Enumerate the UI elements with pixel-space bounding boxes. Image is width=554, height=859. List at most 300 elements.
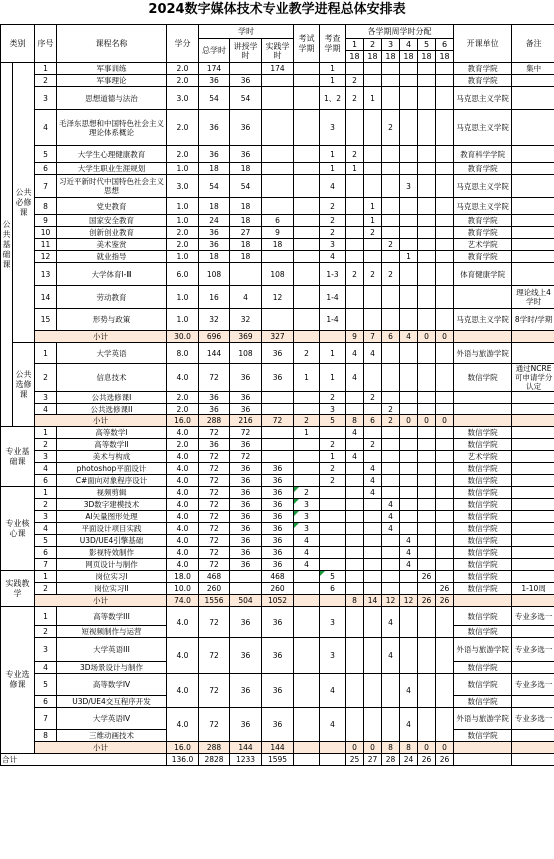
- cell-t6: [436, 392, 454, 404]
- cell-practice: 36: [262, 674, 294, 708]
- cell-credit: 4.0: [167, 535, 199, 547]
- dept-cell: 数信学院: [454, 427, 512, 439]
- cell-t6: [436, 439, 454, 451]
- header-dept: 开课单位: [454, 25, 512, 63]
- course-name: 高等数学II: [57, 439, 167, 451]
- course-name: 军事训练: [57, 63, 167, 75]
- cell-t1: [346, 392, 364, 404]
- dept-cell: 数信学院: [454, 696, 512, 708]
- cell-t3: [382, 392, 400, 404]
- cell-t1: 4: [346, 343, 364, 364]
- cell-total: 18: [199, 251, 230, 263]
- row-seq: 3: [35, 87, 57, 110]
- table-row: [1, 559, 554, 571]
- cell-total: 72: [199, 364, 230, 392]
- cell-practice: [262, 110, 294, 146]
- course-name: 公共选修课II: [57, 404, 167, 415]
- cell-check: 2: [320, 227, 346, 239]
- course-name: 高等数学IV: [57, 674, 167, 696]
- cell-t2: [364, 364, 382, 392]
- cell-t2: 4: [364, 343, 382, 364]
- schedule-body: [1, 63, 554, 766]
- dept-cell: [454, 404, 512, 415]
- cell-t3: 4: [382, 638, 400, 674]
- dept-cell: 教育科学学院: [454, 146, 512, 163]
- row-seq: 2: [35, 499, 57, 511]
- course-name: 毛泽东思想和中国特色社会主义理论体系概论: [57, 110, 167, 146]
- cell-exam: [294, 331, 320, 343]
- cell-t3: [382, 583, 400, 595]
- table-row: [1, 535, 554, 547]
- cell-t5: [418, 75, 436, 87]
- total-hours: 2828: [199, 754, 230, 766]
- cell-t2: [364, 251, 382, 263]
- cell-t1: 4: [346, 364, 364, 392]
- total-dept: [454, 754, 512, 766]
- cell-t1: [346, 175, 364, 198]
- cell-lecture: 36: [230, 487, 262, 499]
- cell-exam: 1: [294, 427, 320, 439]
- cell-t6: [436, 227, 454, 239]
- remark-cell: [512, 626, 554, 638]
- cell-total: 18: [199, 163, 230, 175]
- cell-t6: [436, 309, 454, 331]
- row-seq: 6: [35, 163, 57, 175]
- cell-practice: 468: [262, 571, 294, 583]
- header-weeks-6: 18: [436, 51, 454, 63]
- cell-lecture: 72: [230, 451, 262, 463]
- cell-exam: 3: [294, 499, 320, 511]
- cell-practice: [262, 427, 294, 439]
- cell-t2: [364, 75, 382, 87]
- dept-cell: 教育学院: [454, 163, 512, 175]
- subtotal-row: [1, 331, 554, 343]
- cell-lecture: 18: [230, 198, 262, 215]
- cell-t1: [346, 499, 364, 511]
- cell-credit: 4.0: [167, 607, 199, 638]
- cell-practice: 36: [262, 463, 294, 475]
- cell-t6: [436, 674, 454, 708]
- header-remark: 备注: [512, 25, 554, 63]
- cell-total: 36: [199, 146, 230, 163]
- dept-cell: 数信学院: [454, 511, 512, 523]
- cell-practice: 260: [262, 583, 294, 595]
- table-row: [1, 251, 554, 263]
- cell-t3: [382, 463, 400, 475]
- cell-credit: 4.0: [167, 547, 199, 559]
- cell-t1: [346, 227, 364, 239]
- cell-t3: [382, 451, 400, 463]
- cell-total: 32: [199, 309, 230, 331]
- cell-lecture: [230, 583, 262, 595]
- cell-t1: [346, 215, 364, 227]
- course-name: 大学生心理健康教育: [57, 146, 167, 163]
- cell-t3: [382, 535, 400, 547]
- dept-cell: 马克思主义学院: [454, 110, 512, 146]
- cell-exam: [294, 404, 320, 415]
- cell-t6: [436, 239, 454, 251]
- cell-t5: [418, 343, 436, 364]
- cell-lecture: 36: [230, 475, 262, 487]
- cell-lecture: 369: [230, 331, 262, 343]
- cell-lecture: [230, 571, 262, 583]
- table-row: [1, 571, 554, 583]
- cell-t6: [436, 63, 454, 75]
- row-seq: 2: [35, 364, 57, 392]
- cell-total: 288: [199, 415, 230, 427]
- dept-cell: 教育学院: [454, 215, 512, 227]
- cell-practice: 36: [262, 523, 294, 535]
- cell-credit: 74.0: [167, 595, 199, 607]
- cell-practice: [262, 451, 294, 463]
- cell-t1: [346, 439, 364, 451]
- cell-t5: [418, 404, 436, 415]
- cell-t1: [346, 511, 364, 523]
- course-name: 大学英语III: [57, 638, 167, 662]
- cell-credit: 4.0: [167, 559, 199, 571]
- course-name: 美术与构成: [57, 451, 167, 463]
- cell-t2: [364, 523, 382, 535]
- cell-t2: 2: [364, 263, 382, 286]
- cell-check: 3: [320, 239, 346, 251]
- table-row: [1, 75, 554, 87]
- cell-lecture: 108: [230, 343, 262, 364]
- cell-total: 72: [199, 451, 230, 463]
- header-weeks-1: 18: [346, 51, 364, 63]
- remark-cell: [512, 595, 554, 607]
- cell-total: 468: [199, 571, 230, 583]
- dept-cell: [454, 331, 512, 343]
- header-term-3: 3: [382, 39, 400, 51]
- cell-t5: [418, 674, 436, 708]
- remark-cell: [512, 451, 554, 463]
- cell-t6: [436, 463, 454, 475]
- cell-lecture: 36: [230, 535, 262, 547]
- cell-t4: [400, 63, 418, 75]
- cell-exam: [294, 742, 320, 754]
- cell-check: [320, 547, 346, 559]
- course-name: 公共选修课I: [57, 392, 167, 404]
- cell-t4: [400, 263, 418, 286]
- cell-check: 3: [320, 110, 346, 146]
- header-lecture-hours: 讲授学时: [230, 39, 262, 63]
- cell-credit: 2.0: [167, 146, 199, 163]
- cell-lecture: 36: [230, 146, 262, 163]
- cell-total: 72: [199, 523, 230, 535]
- cell-check: [320, 427, 346, 439]
- group-pub-elec: 公共选修课: [13, 343, 35, 427]
- cell-t2: [364, 638, 382, 674]
- cell-total: 72: [199, 475, 230, 487]
- cell-t2: [364, 175, 382, 198]
- cell-t5: [418, 239, 436, 251]
- cell-check: 1: [320, 343, 346, 364]
- cell-t6: [436, 607, 454, 638]
- cell-t1: [346, 239, 364, 251]
- remark-cell: [512, 404, 554, 415]
- remark-cell: [512, 331, 554, 343]
- cell-t2: [364, 427, 382, 439]
- row-seq: 1: [35, 571, 57, 583]
- cell-practice: 36: [262, 343, 294, 364]
- cell-t1: [346, 559, 364, 571]
- cell-credit: 1.0: [167, 251, 199, 263]
- cell-t6: [436, 487, 454, 499]
- cell-t6: [436, 343, 454, 364]
- header-check-term: 考查学期: [320, 25, 346, 63]
- row-seq: 2: [35, 626, 57, 638]
- cell-t1: 0: [346, 742, 364, 754]
- row-seq: 1: [35, 63, 57, 75]
- cell-credit: 4.0: [167, 708, 199, 742]
- row-seq: 6: [35, 475, 57, 487]
- row-seq: 2: [35, 583, 57, 595]
- cell-t6: [436, 198, 454, 215]
- dept-cell: 数信学院: [454, 487, 512, 499]
- cell-t1: 2: [346, 263, 364, 286]
- cell-t3: 8: [382, 742, 400, 754]
- cell-t2: [364, 404, 382, 415]
- cell-lecture: 144: [230, 742, 262, 754]
- cell-t4: [400, 463, 418, 475]
- remark-cell: [512, 662, 554, 674]
- cell-t1: 1: [346, 163, 364, 175]
- cell-credit: 4.0: [167, 463, 199, 475]
- cell-check: [320, 499, 346, 511]
- table-row: [1, 364, 554, 392]
- row-seq: 2: [35, 75, 57, 87]
- header-credit: 学分: [167, 25, 199, 63]
- cell-total: 54: [199, 87, 230, 110]
- cell-total: 108: [199, 263, 230, 286]
- cell-total: 36: [199, 239, 230, 251]
- cell-t6: [436, 708, 454, 742]
- course-name: 岗位实习I: [57, 571, 167, 583]
- cell-t4: [400, 571, 418, 583]
- row-seq: 5: [35, 146, 57, 163]
- cell-t5: [418, 263, 436, 286]
- cell-t3: 2: [382, 415, 400, 427]
- cell-lecture: 36: [230, 392, 262, 404]
- cell-credit: 4.0: [167, 523, 199, 535]
- table-row: [1, 175, 554, 198]
- cell-check: [320, 331, 346, 343]
- cell-exam: 3: [294, 523, 320, 535]
- cell-t3: [382, 439, 400, 451]
- cell-exam: [294, 309, 320, 331]
- dept-cell: 教育学院: [454, 75, 512, 87]
- cell-practice: [262, 146, 294, 163]
- cell-t6: [436, 110, 454, 146]
- table-row: [1, 487, 554, 499]
- subtotal-row: [1, 415, 554, 427]
- group-major-elec: 专业选修课: [1, 607, 35, 754]
- row-seq: 10: [35, 227, 57, 239]
- cell-practice: 36: [262, 487, 294, 499]
- cell-credit: 2.0: [167, 63, 199, 75]
- cell-lecture: 27: [230, 227, 262, 239]
- cell-credit: 4.0: [167, 638, 199, 674]
- cell-total: 36: [199, 75, 230, 87]
- cell-exam: 4: [294, 559, 320, 571]
- cell-t6: [436, 87, 454, 110]
- cell-exam: 2: [294, 415, 320, 427]
- dept-cell: 数信学院: [454, 607, 512, 626]
- cell-t5: [418, 251, 436, 263]
- row-seq: 13: [35, 263, 57, 286]
- table-row: [1, 451, 554, 463]
- remark-cell: 1-10周: [512, 583, 554, 595]
- remark-cell: [512, 696, 554, 708]
- cell-exam: 3: [294, 511, 320, 523]
- cell-exam: 1: [294, 364, 320, 392]
- cell-t1: [346, 309, 364, 331]
- cell-t6: [436, 175, 454, 198]
- cell-credit: 2.0: [167, 227, 199, 239]
- cell-t1: [346, 251, 364, 263]
- cell-t4: 1: [400, 251, 418, 263]
- cell-t2: [364, 674, 382, 708]
- cell-t3: [382, 227, 400, 239]
- cell-t4: [400, 499, 418, 511]
- cell-t5: 0: [418, 415, 436, 427]
- table-row: [1, 110, 554, 146]
- cell-total: 72: [199, 607, 230, 638]
- cell-total: 54: [199, 175, 230, 198]
- cell-practice: [262, 163, 294, 175]
- cell-total: 36: [199, 439, 230, 451]
- cell-check: 2: [320, 475, 346, 487]
- cell-t5: [418, 198, 436, 215]
- cell-lecture: [230, 263, 262, 286]
- cell-t2: [364, 583, 382, 595]
- cell-t5: 0: [418, 331, 436, 343]
- remark-cell: 专业多选一: [512, 607, 554, 626]
- cell-total: 72: [199, 708, 230, 742]
- cell-t2: [364, 511, 382, 523]
- dept-cell: 数信学院: [454, 535, 512, 547]
- cell-practice: 36: [262, 559, 294, 571]
- cell-t5: [418, 146, 436, 163]
- subtotal-label: 小计: [35, 331, 167, 343]
- cell-t1: [346, 571, 364, 583]
- dept-cell: 数信学院: [454, 571, 512, 583]
- cell-t5: [418, 392, 436, 404]
- cell-t4: [400, 198, 418, 215]
- table-row: [1, 392, 554, 404]
- cell-t1: 4: [346, 427, 364, 439]
- remark-cell: 通过NCRE可申请学分认定: [512, 364, 554, 392]
- cell-credit: 4.0: [167, 499, 199, 511]
- cell-t1: 2: [346, 87, 364, 110]
- table-row: [1, 463, 554, 475]
- cell-t5: [418, 309, 436, 331]
- header-weeks-4: 18: [400, 51, 418, 63]
- cell-credit: 4.0: [167, 427, 199, 439]
- cell-lecture: 4: [230, 286, 262, 309]
- cell-t1: [346, 547, 364, 559]
- header-term-allocation: 各学期周学时分配: [346, 25, 454, 39]
- cell-t3: 4: [382, 511, 400, 523]
- remark-cell: 8学时/学期: [512, 309, 554, 331]
- dept-cell: 体育健康学院: [454, 263, 512, 286]
- table-row: [1, 227, 554, 239]
- subtotal-label: 小计: [35, 415, 167, 427]
- dept-cell: 数信学院: [454, 674, 512, 696]
- group-pub-req: 公共必修课: [13, 63, 35, 343]
- cell-t4: 12: [400, 595, 418, 607]
- course-name: 影视特效制作: [57, 547, 167, 559]
- cell-t2: 4: [364, 487, 382, 499]
- cell-t6: [436, 251, 454, 263]
- cell-t3: 2: [382, 239, 400, 251]
- cell-check: [320, 742, 346, 754]
- header-seq: 序号: [35, 25, 57, 63]
- cell-t6: [436, 535, 454, 547]
- total-check: [320, 754, 346, 766]
- remark-cell: [512, 263, 554, 286]
- cell-t2: [364, 571, 382, 583]
- cell-credit: 3.0: [167, 87, 199, 110]
- cell-t2: 6: [364, 415, 382, 427]
- cell-practice: 327: [262, 331, 294, 343]
- cell-exam: [294, 87, 320, 110]
- cell-total: 72: [199, 427, 230, 439]
- cell-practice: [262, 309, 294, 331]
- cell-credit: 30.0: [167, 331, 199, 343]
- remark-cell: [512, 463, 554, 475]
- cell-t1: [346, 487, 364, 499]
- cell-lecture: 36: [230, 404, 262, 415]
- cell-lecture: 36: [230, 674, 262, 708]
- table-row: [1, 343, 554, 364]
- row-seq: 2: [35, 439, 57, 451]
- cell-practice: 108: [262, 263, 294, 286]
- row-seq: 15: [35, 309, 57, 331]
- cell-exam: [294, 475, 320, 487]
- cell-t2: [364, 239, 382, 251]
- cell-t3: [382, 708, 400, 742]
- cell-t3: [382, 559, 400, 571]
- table-row: [1, 198, 554, 215]
- cell-t3: 4: [382, 499, 400, 511]
- cell-exam: [294, 463, 320, 475]
- cell-t5: [418, 547, 436, 559]
- cell-t4: [400, 607, 418, 638]
- total-remark: [512, 754, 554, 766]
- cell-check: 3: [320, 404, 346, 415]
- cell-t3: [382, 674, 400, 708]
- cell-t3: [382, 198, 400, 215]
- row-seq: 9: [35, 215, 57, 227]
- cell-check: 1-4: [320, 286, 346, 309]
- group-major-core: 专业核心课: [1, 487, 35, 571]
- cell-total: 72: [199, 499, 230, 511]
- cell-check: 2: [320, 392, 346, 404]
- course-name: 视频剪辑: [57, 487, 167, 499]
- group-major-base: 专业基础课: [1, 427, 35, 487]
- row-seq: 12: [35, 251, 57, 263]
- cell-total: 72: [199, 547, 230, 559]
- cell-total: 174: [199, 63, 230, 75]
- cell-practice: 9: [262, 227, 294, 239]
- cell-exam: [294, 571, 320, 583]
- remark-cell: 集中: [512, 63, 554, 75]
- cell-practice: [262, 75, 294, 87]
- cell-lecture: 36: [230, 439, 262, 451]
- cell-lecture: 36: [230, 511, 262, 523]
- cell-lecture: 54: [230, 175, 262, 198]
